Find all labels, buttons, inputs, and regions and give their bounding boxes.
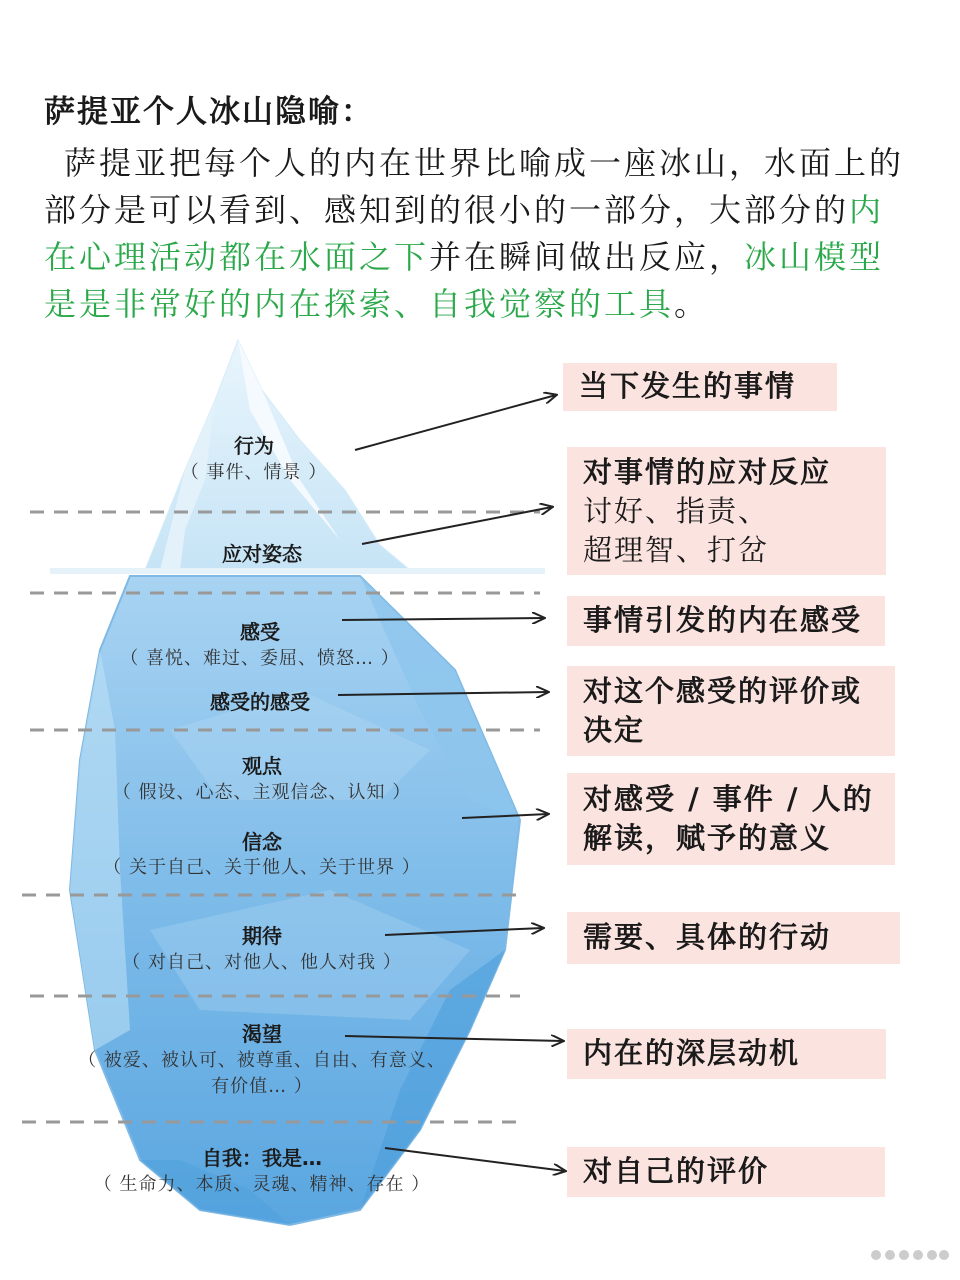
box-inner-feelings	[567, 596, 885, 646]
box-interpretation-line-1: 对感受 / 事件 / 人的	[583, 782, 874, 816]
level-beliefs-sub: （ 关于自己、关于他人、关于世界 ）	[103, 857, 421, 878]
level-coping-label: 应对姿态	[222, 542, 302, 566]
box-self-evaluation-text: 对自己的评价	[583, 1154, 770, 1188]
watermark-dots	[870, 1248, 950, 1262]
arrow-8	[385, 1148, 565, 1171]
level-self-sub: （ 生命力、本质、灵魂、精神、存在 ）	[93, 1174, 431, 1195]
intro-text-1: 萨提亚把每个人的内在世界比喻成一座冰山，水面上的部分是可以看到、感知到的很小的一部分，大部分的	[44, 144, 905, 229]
box-interpretation	[567, 773, 895, 865]
box-current-events-text: 当下发生的事情	[579, 369, 797, 403]
level-yearnings-sub-2: 有价值… ）	[211, 1076, 313, 1097]
level-self-label: 自我：我是…	[202, 1146, 322, 1170]
waterline	[50, 568, 545, 574]
box-needs-actions	[567, 912, 900, 964]
intro-text-3: 。	[674, 285, 710, 323]
box-deep-motivation-text: 内在的深层动机	[583, 1036, 801, 1070]
box-coping-line-3: 超理智、打岔	[583, 533, 770, 567]
box-coping-line-1: 对事情的应对反应	[583, 455, 832, 489]
box-feeling-eval-line-1: 对这个感受的评价或	[583, 674, 863, 708]
level-perceptions-label: 观点	[242, 754, 282, 778]
level-yearnings-sub-1: （ 被爱、被认可、被尊重、自由、有意义、	[78, 1050, 446, 1071]
level-feelings-sub: （ 喜悦、难过、委屈、愤怒… ）	[120, 648, 400, 669]
box-coping-line-2: 讨好、指责、	[583, 494, 770, 528]
level-behavior-label: 行为	[234, 434, 274, 458]
box-feeling-eval-line-2: 决定	[583, 713, 646, 747]
level-perceptions-sub: （ 假设、心态、主观信念、认知 ）	[112, 782, 412, 803]
intro-paragraph	[44, 140, 914, 328]
intro-highlight-1: 内在心理活动都在水面之下	[44, 191, 885, 276]
level-behavior-sub: （ 事件、情景 ）	[180, 462, 328, 483]
arrow-1	[355, 395, 556, 450]
box-interpretation-line-2: 解读，赋予的意义	[583, 821, 832, 855]
level-expectations-sub: （ 对自己、对他人、他人对我 ）	[122, 952, 402, 973]
box-self-evaluation	[567, 1147, 885, 1197]
box-deep-motivation	[567, 1029, 886, 1079]
level-feelings-label: 感受	[240, 620, 280, 644]
level-feelings-about-feelings-label: 感受的感受	[210, 690, 310, 714]
box-inner-feelings-text: 事情引发的内在感受	[583, 603, 863, 637]
level-beliefs-label: 信念	[242, 830, 282, 854]
level-expectations-label: 期待	[242, 924, 282, 948]
level-yearnings-label: 渴望	[242, 1022, 282, 1046]
page-title: 萨提亚个人冰山隐喻：	[44, 94, 374, 130]
intro-highlight-2: 冰山模型是是非常好的内在探索、自我觉察的工具	[44, 238, 885, 323]
box-feeling-evaluation	[567, 666, 895, 756]
intro-text-2: 并在瞬间做出反应，	[429, 238, 745, 276]
box-current-events	[563, 363, 837, 411]
box-coping-response	[567, 447, 886, 575]
box-needs-actions-text: 需要、具体的行动	[583, 920, 832, 954]
